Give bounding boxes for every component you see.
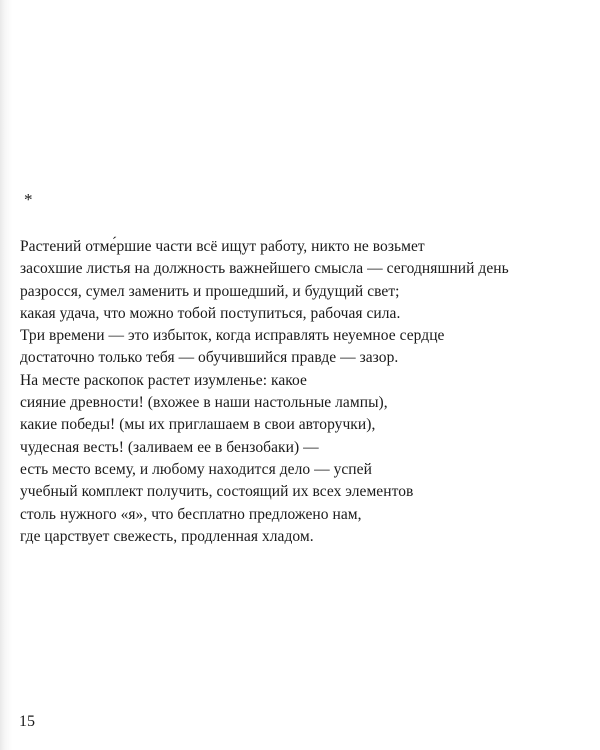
poem-line: засохшие листья на должность важнейшего смысла — сегодняшний день xyxy=(20,260,509,278)
poem-line: какая удача, что можно тобой поступиться, рабочая сила. xyxy=(20,304,401,322)
section-asterisk: * xyxy=(24,190,33,209)
poem-line: какие победы! (мы их приглашаем в свои авторучки), xyxy=(20,416,376,434)
poem-text xyxy=(20,236,580,548)
poem-line: разросся, сумел заменить и прошедший, и будущий свет; xyxy=(20,282,400,300)
poem-line: чудесная весть! (заливаем ее в бензобаки) — xyxy=(20,438,319,456)
poem-line: сияние древности! (вхожее в наши настольные лампы), xyxy=(20,394,388,412)
poem-line: Три времени — это избыток, когда исправлять неуемное сердце xyxy=(20,327,445,345)
poem-line: где царствует свежесть, продленная хладом. xyxy=(20,527,314,545)
poem-line: На месте раскопок растет изумленье: какое xyxy=(20,371,307,389)
poem-line: столь нужного «я», что бесплатно предложено нам, xyxy=(20,505,362,523)
poem-line: Растений отме́ршие части всё ищут работу, никто не возьмет xyxy=(20,238,425,255)
page-number: 15 xyxy=(19,713,35,730)
page-edge-shadow xyxy=(0,0,12,750)
poem-line: учебный комплект получить, состоящий их всех элементов xyxy=(20,483,414,501)
poem-line: достаточно только тебя — обучившийся правде — зазор. xyxy=(20,349,399,367)
poem-line: есть место всему, и любому находится дело — успей xyxy=(20,460,372,478)
